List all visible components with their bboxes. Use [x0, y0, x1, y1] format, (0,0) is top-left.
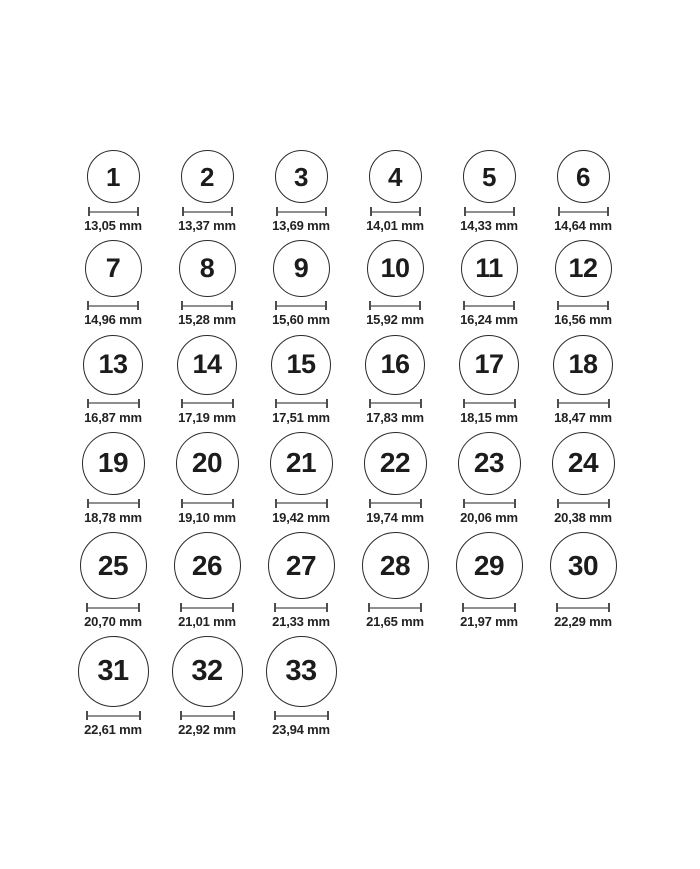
measure-line — [182, 607, 232, 609]
diameter-measure — [87, 499, 140, 508]
ring-size-cell — [442, 532, 536, 629]
ring-size-number: 10 — [380, 253, 410, 284]
measure-line — [278, 211, 325, 213]
ring-size-cell — [348, 432, 442, 525]
diameter-label: 22,61 mm — [84, 722, 142, 738]
measure-line — [465, 502, 514, 504]
ring-size-number: 24 — [567, 447, 599, 479]
ring-size-cell — [160, 240, 254, 327]
ring-size-cell — [348, 335, 442, 425]
ring-size-cell — [160, 432, 254, 525]
measure-tick-right — [514, 499, 516, 508]
ring-size-number: 15 — [286, 349, 316, 380]
ring-size-number: 5 — [482, 161, 496, 192]
measure-tick-right — [514, 399, 516, 408]
ring-size-chart — [66, 150, 630, 738]
ring-size-cell — [160, 636, 254, 737]
measure-tick-right — [139, 711, 141, 720]
diameter-label: 20,38 mm — [554, 509, 612, 525]
measure-tick-right — [327, 711, 329, 720]
diameter-label: 14,33 mm — [460, 218, 518, 233]
diameter-label: 15,92 mm — [366, 312, 424, 328]
ring-circle — [550, 532, 617, 599]
measure-line — [184, 211, 231, 213]
measure-line — [372, 211, 419, 213]
ring-size-number: 29 — [473, 549, 505, 581]
measure-line — [276, 607, 326, 609]
ring-size-number: 2 — [200, 161, 214, 192]
diameter-measure — [276, 207, 327, 216]
ring-size-cell — [536, 432, 630, 525]
diameter-measure — [180, 603, 234, 612]
diameter-measure — [369, 399, 422, 408]
ring-circle — [177, 335, 237, 395]
size-row — [66, 335, 630, 425]
ring-size-cell — [254, 240, 348, 327]
measure-tick-right — [326, 603, 328, 612]
ring-circle — [270, 432, 333, 495]
measure-line — [277, 502, 326, 504]
ring-size-number: 32 — [191, 655, 223, 688]
measure-tick-right — [420, 399, 422, 408]
ring-size-number: 31 — [97, 655, 129, 688]
diameter-measure — [368, 603, 422, 612]
diameter-label: 21,65 mm — [366, 614, 424, 630]
measure-tick-right — [138, 603, 140, 612]
ring-size-number: 27 — [285, 549, 317, 581]
ring-circle — [179, 240, 236, 297]
ring-size-cell — [442, 335, 536, 425]
measure-tick-right — [419, 207, 421, 216]
measure-tick-right — [513, 207, 515, 216]
diameter-measure — [370, 207, 421, 216]
diameter-measure — [86, 603, 140, 612]
measure-line — [464, 607, 514, 609]
ring-size-number: 19 — [97, 447, 129, 479]
size-row — [66, 150, 630, 233]
ring-circle — [367, 240, 424, 297]
ring-circle — [80, 532, 147, 599]
diameter-label: 17,83 mm — [366, 409, 424, 425]
ring-size-number: 22 — [379, 447, 411, 479]
diameter-label: 18,47 mm — [554, 409, 612, 425]
measure-line — [277, 402, 326, 404]
diameter-measure — [463, 399, 516, 408]
ring-circle — [273, 240, 330, 297]
measure-tick-right — [138, 399, 140, 408]
size-row — [66, 432, 630, 525]
ring-size-number: 1 — [106, 161, 120, 192]
diameter-label: 16,24 mm — [460, 312, 518, 328]
diameter-label: 14,01 mm — [366, 218, 424, 233]
ring-size-cell — [254, 335, 348, 425]
measure-line — [183, 305, 231, 307]
ring-size-number: 25 — [97, 549, 129, 581]
diameter-label: 15,28 mm — [178, 312, 236, 328]
diameter-label: 17,51 mm — [272, 409, 330, 425]
measure-line — [370, 607, 420, 609]
measure-tick-right — [513, 301, 515, 310]
ring-circle — [461, 240, 518, 297]
ring-circle — [271, 335, 331, 395]
measure-line — [89, 402, 138, 404]
size-row — [66, 532, 630, 629]
ring-circle — [83, 335, 143, 395]
diameter-label: 19,10 mm — [178, 509, 236, 525]
ring-circle — [369, 150, 422, 203]
ring-size-cell — [536, 335, 630, 425]
ring-size-number: 30 — [567, 549, 599, 581]
ring-circle — [176, 432, 239, 495]
ring-size-cell — [66, 432, 160, 525]
ring-size-number: 14 — [192, 349, 222, 380]
ring-size-cell — [348, 240, 442, 327]
diameter-measure — [87, 399, 140, 408]
ring-size-cell — [536, 240, 630, 327]
ring-size-number: 4 — [388, 161, 402, 192]
diameter-measure — [88, 207, 139, 216]
diameter-label: 19,42 mm — [272, 509, 330, 525]
diameter-measure — [557, 499, 610, 508]
ring-size-number: 16 — [380, 349, 410, 380]
ring-circle — [459, 335, 519, 395]
measure-line — [466, 211, 513, 213]
ring-size-cell — [254, 636, 348, 737]
ring-circle — [268, 532, 335, 599]
diameter-measure — [463, 499, 516, 508]
measure-tick-right — [231, 207, 233, 216]
ring-size-cell — [66, 636, 160, 737]
measure-line — [89, 502, 138, 504]
measure-tick-right — [326, 499, 328, 508]
ring-size-number: 9 — [293, 253, 309, 284]
ring-circle — [552, 432, 615, 495]
ring-circle — [78, 636, 149, 707]
measure-tick-right — [607, 301, 609, 310]
measure-line — [371, 502, 420, 504]
ring-circle — [557, 150, 610, 203]
ring-size-number: 13 — [98, 349, 128, 380]
measure-line — [560, 211, 607, 213]
diameter-measure — [275, 499, 328, 508]
ring-size-cell — [348, 150, 442, 233]
ring-size-cell — [536, 150, 630, 233]
measure-tick-right — [137, 207, 139, 216]
diameter-label: 13,37 mm — [178, 218, 236, 233]
ring-size-number: 26 — [191, 549, 223, 581]
ring-circle — [266, 636, 337, 707]
ring-size-cell — [254, 432, 348, 525]
ring-circle — [181, 150, 234, 203]
diameter-label: 20,06 mm — [460, 509, 518, 525]
measure-line — [465, 305, 513, 307]
measure-tick-right — [232, 603, 234, 612]
diameter-label: 18,78 mm — [84, 509, 142, 525]
ring-size-number: 6 — [576, 161, 590, 192]
ring-circle — [458, 432, 521, 495]
ring-size-cell — [254, 532, 348, 629]
diameter-measure — [87, 301, 139, 310]
diameter-measure — [557, 399, 610, 408]
measure-tick-right — [608, 603, 610, 612]
measure-line — [277, 305, 325, 307]
diameter-measure — [463, 301, 515, 310]
measure-line — [559, 502, 608, 504]
diameter-label: 19,74 mm — [366, 509, 424, 525]
ring-size-number: 21 — [285, 447, 317, 479]
diameter-label: 13,05 mm — [84, 218, 142, 233]
diameter-measure — [275, 301, 327, 310]
measure-tick-right — [232, 499, 234, 508]
measure-tick-right — [607, 207, 609, 216]
ring-circle — [85, 240, 142, 297]
diameter-label: 16,56 mm — [554, 312, 612, 328]
ring-size-cell — [66, 335, 160, 425]
diameter-measure — [462, 603, 516, 612]
diameter-measure — [86, 711, 141, 720]
ring-size-number: 11 — [475, 253, 503, 284]
size-row — [66, 240, 630, 327]
ring-size-cell — [160, 335, 254, 425]
ring-circle — [365, 335, 425, 395]
diameter-label: 23,94 mm — [272, 722, 330, 738]
measure-tick-right — [514, 603, 516, 612]
diameter-label: 20,70 mm — [84, 614, 142, 630]
measure-tick-right — [231, 301, 233, 310]
measure-line — [183, 502, 232, 504]
diameter-label: 21,33 mm — [272, 614, 330, 630]
ring-circle — [275, 150, 328, 203]
measure-tick-right — [420, 603, 422, 612]
measure-line — [276, 715, 327, 717]
diameter-label: 17,19 mm — [178, 409, 236, 425]
diameter-measure — [274, 603, 328, 612]
ring-size-cell — [254, 150, 348, 233]
ring-size-number: 20 — [191, 447, 223, 479]
diameter-measure — [274, 711, 329, 720]
ring-size-number: 33 — [285, 655, 317, 688]
diameter-measure — [369, 301, 421, 310]
ring-circle — [555, 240, 612, 297]
ring-circle — [82, 432, 145, 495]
measure-line — [465, 402, 514, 404]
size-row — [66, 636, 630, 737]
diameter-measure — [182, 207, 233, 216]
measure-line — [559, 305, 607, 307]
diameter-measure — [558, 207, 609, 216]
diameter-label: 14,96 mm — [84, 312, 142, 328]
diameter-label: 13,69 mm — [272, 218, 330, 233]
ring-size-cell — [442, 150, 536, 233]
diameter-label: 15,60 mm — [272, 312, 330, 328]
measure-tick-right — [326, 399, 328, 408]
diameter-measure — [180, 711, 235, 720]
measure-line — [182, 715, 233, 717]
measure-tick-right — [232, 399, 234, 408]
measure-line — [183, 402, 232, 404]
ring-size-cell — [348, 532, 442, 629]
ring-size-cell — [160, 532, 254, 629]
ring-circle — [362, 532, 429, 599]
measure-tick-right — [608, 399, 610, 408]
ring-size-cell — [536, 532, 630, 629]
diameter-label: 22,92 mm — [178, 722, 236, 738]
measure-line — [89, 305, 137, 307]
ring-circle — [364, 432, 427, 495]
measure-tick-right — [420, 499, 422, 508]
ring-size-number: 18 — [568, 349, 598, 380]
diameter-label: 21,97 mm — [460, 614, 518, 630]
measure-tick-right — [325, 207, 327, 216]
ring-size-number: 7 — [105, 253, 121, 284]
diameter-measure — [369, 499, 422, 508]
diameter-measure — [556, 603, 610, 612]
measure-tick-right — [138, 499, 140, 508]
diameter-label: 16,87 mm — [84, 409, 142, 425]
measure-tick-right — [233, 711, 235, 720]
ring-size-number: 28 — [379, 549, 411, 581]
ring-size-number: 17 — [474, 349, 504, 380]
ring-circle — [87, 150, 140, 203]
ring-size-number: 8 — [199, 253, 215, 284]
ring-circle — [553, 335, 613, 395]
ring-size-number: 3 — [294, 161, 308, 192]
diameter-measure — [275, 399, 328, 408]
ring-circle — [463, 150, 516, 203]
measure-tick-right — [137, 301, 139, 310]
measure-line — [88, 607, 138, 609]
diameter-measure — [557, 301, 609, 310]
measure-tick-right — [419, 301, 421, 310]
measure-line — [559, 402, 608, 404]
measure-line — [371, 402, 420, 404]
ring-size-number: 12 — [568, 253, 598, 284]
diameter-measure — [181, 399, 234, 408]
ring-circle — [172, 636, 243, 707]
diameter-measure — [181, 301, 233, 310]
ring-size-cell — [160, 150, 254, 233]
ring-size-cell — [442, 432, 536, 525]
ring-circle — [174, 532, 241, 599]
measure-line — [371, 305, 419, 307]
diameter-label: 14,64 mm — [554, 218, 612, 233]
ring-size-cell — [66, 150, 160, 233]
ring-size-cell — [442, 240, 536, 327]
diameter-label: 21,01 mm — [178, 614, 236, 630]
ring-size-cell — [66, 532, 160, 629]
measure-line — [90, 211, 137, 213]
measure-tick-right — [325, 301, 327, 310]
ring-circle — [456, 532, 523, 599]
measure-line — [88, 715, 139, 717]
diameter-measure — [464, 207, 515, 216]
diameter-label: 22,29 mm — [554, 614, 612, 630]
measure-tick-right — [608, 499, 610, 508]
measure-line — [558, 607, 608, 609]
diameter-measure — [181, 499, 234, 508]
diameter-label: 18,15 mm — [460, 409, 518, 425]
ring-size-cell — [66, 240, 160, 327]
ring-size-number: 23 — [473, 447, 505, 479]
